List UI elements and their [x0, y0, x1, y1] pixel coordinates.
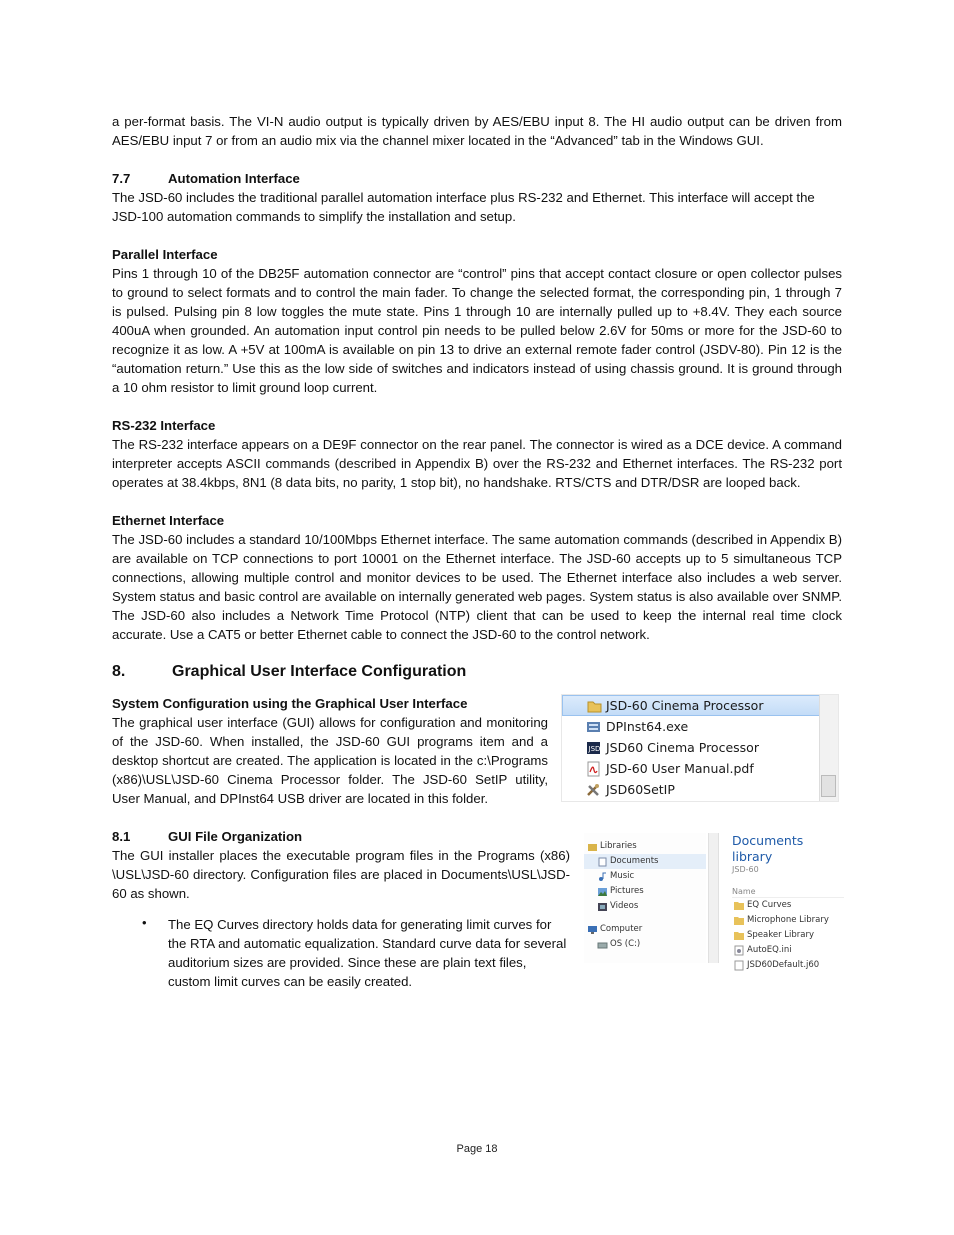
ethernet-interface-heading: Ethernet Interface: [112, 513, 225, 528]
gui-file-org-paragraph: The GUI installer places the executable program files in the Programs (x86) \USL\JSD-60 directory. Configuration files are placed in Documents\USL\JSD-60 as shown.: [112, 848, 570, 901]
file-item-label: JSD60Default.j60: [747, 960, 820, 970]
rs232-interface-paragraph: The RS-232 interface appears on a DE9F connector on the rear panel. The connector is wired as a DCE device. A command interpreter accepts ASCII commands (described in Appendix B) over the RS-232 and Ethernet interfaces. The RS-232 port operates at 38.4kbps, 8N1 (8 data bits, no parity, 1 stop bit), no handshake. RTS/CTS and DTR/DSR are looped back.: [112, 437, 842, 490]
nav-item-libraries[interactable]: [584, 839, 706, 854]
bullet-text: The EQ Curves directory holds data for generating limit curves for the RTA and automatic equalization. Standard curve data for several auditorium sizes are provided. Since these are plain text files, custom limit curves can be easily created.: [168, 917, 567, 989]
documents-library-screenshot: [584, 833, 844, 970]
system-config-block: [112, 694, 842, 808]
nav-item-label: Libraries: [600, 841, 637, 851]
nav-item-music[interactable]: [584, 869, 706, 884]
section-title: Automation Interface: [168, 171, 300, 186]
library-subtitle: JSD-60: [732, 865, 759, 874]
section-number: 7.7: [112, 171, 131, 186]
computer-icon: [588, 925, 597, 933]
page-number: Page 18: [456, 1143, 498, 1155]
file-item-microphone-library[interactable]: [732, 913, 844, 928]
section-number: 8.1: [112, 829, 131, 844]
file-item-eq-curves[interactable]: [732, 898, 844, 913]
list-item: [112, 915, 570, 991]
folder-icon: [734, 916, 744, 925]
explorer-content-pane: [732, 833, 844, 973]
installer-icon: [586, 719, 601, 733]
file-item-label: Microphone Library: [747, 915, 829, 925]
parallel-interface-heading: Parallel Interface: [112, 247, 218, 262]
explorer-item-label: JSD60 Cinema Processor: [606, 740, 759, 755]
nav-item-label: OS (C:): [610, 939, 641, 949]
explorer-item-dpinst[interactable]: [562, 716, 838, 737]
nav-item-computer[interactable]: [584, 922, 706, 937]
nav-item-label: Pictures: [610, 886, 644, 896]
ethernet-interface-paragraph: The JSD-60 includes a standard 10/100Mbps Ethernet interface. The same automation commands (described in Appendix B) are available on TCP connections to port 10001 on the Ethernet interface. The JSD-60 accepts up to 5 simultaneous TCP connections, allowing multiple control and monitor devices to be used. The Ethernet interface also includes a web server. System status and basic control are available on internally generated web pages. System status is also available over SNMP. The JSD-60 also includes a Network Time Protocol (NTP) client that can be used to keep the internal real time clock accurate. Use a CAT5 or better Ethernet cable to connect the JSD-60 to the control network.: [112, 532, 842, 642]
pdf-icon: [586, 761, 601, 775]
section-8-1-heading: [112, 827, 570, 846]
folder-icon: [587, 699, 602, 713]
section-title: GUI File Organization: [168, 829, 303, 844]
tools-icon: [586, 782, 601, 796]
file-item-label: Speaker Library: [747, 930, 814, 940]
nav-item-label: Music: [610, 871, 635, 881]
gui-file-org-block: [112, 827, 842, 991]
bullet-icon: •: [142, 915, 147, 930]
file-item-speaker-library[interactable]: [732, 928, 844, 943]
pictures-icon: [598, 887, 607, 895]
file-item-autoeq[interactable]: [732, 943, 844, 958]
file-item-default-j60[interactable]: [732, 958, 844, 973]
document-page: [112, 112, 842, 991]
app-icon: [586, 740, 601, 754]
nav-item-label: Documents: [610, 856, 659, 866]
gui-file-org-text: [112, 827, 570, 991]
explorer-item-label: JSD-60 Cinema Processor: [606, 698, 764, 713]
explorer-item-label: JSD60SetIP: [606, 782, 675, 797]
library-title: Documents library: [732, 833, 804, 864]
document-icon: [734, 961, 744, 970]
explorer-item-setip[interactable]: [562, 779, 838, 800]
nav-item-pictures[interactable]: [584, 884, 706, 899]
folder-icon: [734, 901, 744, 910]
system-config-heading: System Configuration using the Graphical User Interface: [112, 696, 468, 711]
section-number: 8.: [112, 663, 126, 680]
nav-item-os-drive[interactable]: [584, 937, 706, 952]
drive-icon: [598, 940, 607, 948]
parallel-interface-paragraph: Pins 1 through 10 of the DB25F automation connector are “control” pins that accept contact closure or open collector pulses to ground to select formats and to control the main fader. To change the selected format, the corresponding pin, 1 through 7 is pulsed. Pulsing pin 8 low toggles the mute state. Pins 1 through 10 are internally pulled up to +8.4V. They each source 400uA when grounded. An automation input control pin needs to be pulled below 2.6V for 50ms or more for the JSD-60 to recognize it as low. A +5V at 100mA is available on pin 13 to drive an external remote fader control (JSDV-80). Pin 12 is the “automation return.” Use this as the low side of switches and indicators instead of using chassis ground. It is ground through a 10 ohm resistor to limit ground loop current.: [112, 266, 842, 395]
column-header-name[interactable]: Name: [732, 887, 844, 898]
scrollbar[interactable]: [819, 695, 838, 801]
music-icon: [598, 872, 607, 880]
scrollbar-thumb[interactable]: [821, 775, 836, 797]
explorer-item-label: DPInst64.exe: [606, 719, 689, 734]
nav-item-videos[interactable]: [584, 899, 706, 914]
nav-item-label: Computer: [600, 924, 643, 934]
rs232-interface-heading: RS-232 Interface: [112, 418, 216, 433]
explorer-nav-pane: [584, 833, 706, 963]
svg-text:JSD: JSD: [588, 745, 601, 753]
settings-file-icon: [734, 946, 744, 955]
file-item-label: AutoEQ.ini: [747, 945, 792, 955]
explorer-folder-screenshot: [561, 694, 839, 802]
explorer-item-app[interactable]: [562, 737, 838, 758]
automation-paragraph: The JSD-60 includes the traditional parallel automation interface plus RS-232 and Ethernet. This interface will accept the JSD-100 automation commands to simplify the installation and setup.: [112, 190, 815, 224]
section-8-heading: [112, 661, 842, 683]
system-config-text: [112, 694, 548, 808]
videos-icon: [598, 902, 607, 910]
folder-icon: [734, 931, 744, 940]
explorer-item-pdf[interactable]: [562, 758, 838, 779]
section-7-7-heading: [112, 169, 842, 188]
explorer-item-label: JSD-60 User Manual.pdf: [606, 761, 754, 776]
nav-item-documents[interactable]: [584, 854, 706, 869]
libraries-icon: [588, 842, 597, 850]
nav-item-label: Videos: [610, 901, 639, 911]
file-item-label: EQ Curves: [747, 900, 792, 910]
system-config-paragraph: The graphical user interface (GUI) allows for configuration and monitoring of the JSD-60. When installed, the JSD-60 GUI programs item and a desktop shortcut are created. The application is located in the c:\Programs (x86)\USL\JSD-60 Cinema Processor folder. The JSD-60 SetIP utility, User Manual, and DPInst64 USB driver are located in this folder.: [112, 715, 548, 806]
documents-icon: [598, 857, 607, 865]
pane-splitter[interactable]: [708, 833, 719, 963]
section-title: Graphical User Interface Configuration: [172, 663, 467, 680]
explorer-item-folder[interactable]: [562, 695, 838, 716]
intro-paragraph: a per-format basis. The VI-N audio output is typically driven by AES/EBU input 8. The HI audio output can be driven from AES/EBU input 7 or from an audio mix via the channel mixer located in the “Advanced” tab in the Windows GUI.: [112, 114, 842, 148]
